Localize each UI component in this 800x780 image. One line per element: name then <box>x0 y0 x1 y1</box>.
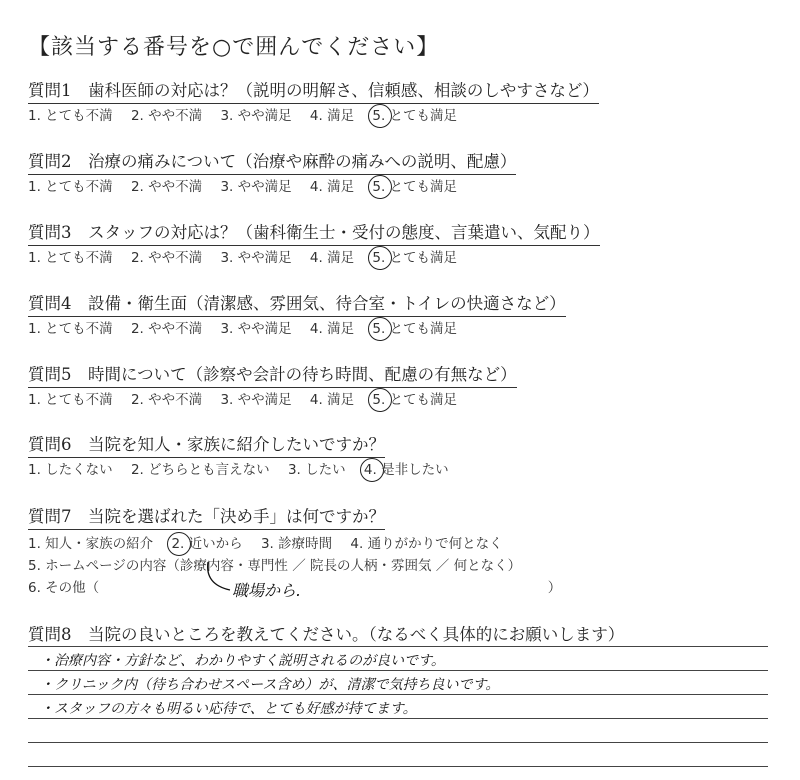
answer-text-1: ・治療内容・方針など、わかりやすく説明されるのが良いです。 <box>40 653 445 669</box>
option-4[interactable]: 4. 満足 <box>309 321 355 337</box>
answer-line <box>28 670 768 671</box>
options-row <box>28 249 668 267</box>
option-2-selected[interactable]: 2. 近いから <box>171 536 243 552</box>
option-1[interactable]: 1. とても不満 <box>28 321 113 337</box>
option-6-close: ） <box>547 580 562 596</box>
options-row-2 <box>28 557 728 575</box>
question-7 <box>28 506 728 601</box>
option-5-selected[interactable]: 5. とても満足 <box>372 321 458 337</box>
option-3[interactable]: 3. したい <box>287 462 346 478</box>
option-1[interactable]: 1. とても不満 <box>28 179 113 195</box>
option-3[interactable]: 3. やや満足 <box>220 250 292 266</box>
options-row-1 <box>28 535 728 553</box>
option-2[interactable]: 2. やや不満 <box>130 321 203 337</box>
handwritten-other-answer: 職場から. <box>232 581 302 600</box>
option-5[interactable]: 5. ホームページの内容（診療内容・専門性 ／ 院長の人柄・雰囲気 ／ 何となく） <box>28 558 522 574</box>
option-3[interactable]: 3. 診療時間 <box>260 536 333 552</box>
options-row <box>28 107 668 125</box>
answer-text-3: ・スタッフの方々も明るい応待で、とても好感が持てます。 <box>40 701 417 717</box>
options-row <box>28 178 668 196</box>
option-3[interactable]: 3. やや満足 <box>220 179 292 195</box>
question-6 <box>28 434 668 479</box>
answer-line <box>28 766 768 767</box>
option-2[interactable]: 2. やや不満 <box>130 179 203 195</box>
option-3[interactable]: 3. やや満足 <box>220 108 292 124</box>
answer-line <box>28 646 768 647</box>
option-5-selected[interactable]: 5. とても満足 <box>372 392 458 408</box>
options-row <box>28 461 668 479</box>
question-title: 質問3 スタッフの対応は？（歯科衛生士・受付の態度、言葉遣い、気配り） <box>28 222 600 246</box>
option-6-label[interactable]: 6. その他（ <box>28 580 100 596</box>
option-2[interactable]: 2. やや不満 <box>130 250 203 266</box>
option-4[interactable]: 4. 満足 <box>309 392 355 408</box>
option-1[interactable]: 1. 知人・家族の紹介 <box>28 536 154 552</box>
question-title: 質問4 設備・衛生面（清潔感、雰囲気、待合室・トイレの快適さなど） <box>28 293 566 317</box>
question-1 <box>28 80 668 125</box>
option-4[interactable]: 4. 満足 <box>309 108 355 124</box>
question-title: 質問8 当院の良いところを教えてください。（なるべく具体的にお願いします） <box>28 625 625 644</box>
option-3[interactable]: 3. やや満足 <box>220 321 292 337</box>
answer-line <box>28 694 768 695</box>
question-title: 質問1 歯科医師の対応は？（説明の明解さ、信頼感、相談のしやすさなど） <box>28 80 599 104</box>
options-row-3 <box>28 579 728 597</box>
option-4[interactable]: 4. 満足 <box>309 179 355 195</box>
option-1[interactable]: 1. とても不満 <box>28 250 113 266</box>
options-block <box>28 535 728 597</box>
question-title: 質問7 当院を選ばれた「決め手」は何ですか？ <box>28 506 385 530</box>
question-2 <box>28 151 668 196</box>
option-3[interactable]: 3. やや満足 <box>220 392 292 408</box>
options-row <box>28 320 668 338</box>
answer-text-2: ・クリニック内（待ち合わせスペース含め）が、清潔で気持ち良いです。 <box>40 677 500 693</box>
answer-line <box>28 718 768 719</box>
question-title: 質問5 時間について（診察や会計の待ち時間、配慮の有無など） <box>28 364 517 388</box>
option-1[interactable]: 1. したくない <box>28 462 113 478</box>
answer-line <box>28 742 768 743</box>
options-row <box>28 391 668 409</box>
option-5-selected[interactable]: 5. とても満足 <box>372 250 458 266</box>
question-3 <box>28 222 668 267</box>
option-5-selected[interactable]: 5. とても満足 <box>372 179 458 195</box>
question-4 <box>28 293 668 338</box>
option-4[interactable]: 4. 満足 <box>309 250 355 266</box>
option-4-selected[interactable]: 4. 是非したい <box>363 462 449 478</box>
option-4[interactable]: 4. 通りがかりで何となく <box>350 536 503 552</box>
option-2[interactable]: 2. やや不満 <box>130 108 203 124</box>
question-8 <box>28 624 768 647</box>
option-1[interactable]: 1. とても不満 <box>28 392 113 408</box>
question-title: 質問6 当院を知人・家族に紹介したいですか？ <box>28 434 385 458</box>
question-5 <box>28 364 668 409</box>
option-2[interactable]: 2. やや不満 <box>130 392 203 408</box>
page-title: 【該当する番号を○で囲んでください】 <box>28 35 440 60</box>
option-2[interactable]: 2. どちらとも言えない <box>130 462 270 478</box>
option-1[interactable]: 1. とても不満 <box>28 108 113 124</box>
option-5-selected[interactable]: 5. とても満足 <box>372 108 458 124</box>
question-title: 質問2 治療の痛みについて（治療や麻酔の痛みへの説明、配慮） <box>28 151 516 175</box>
